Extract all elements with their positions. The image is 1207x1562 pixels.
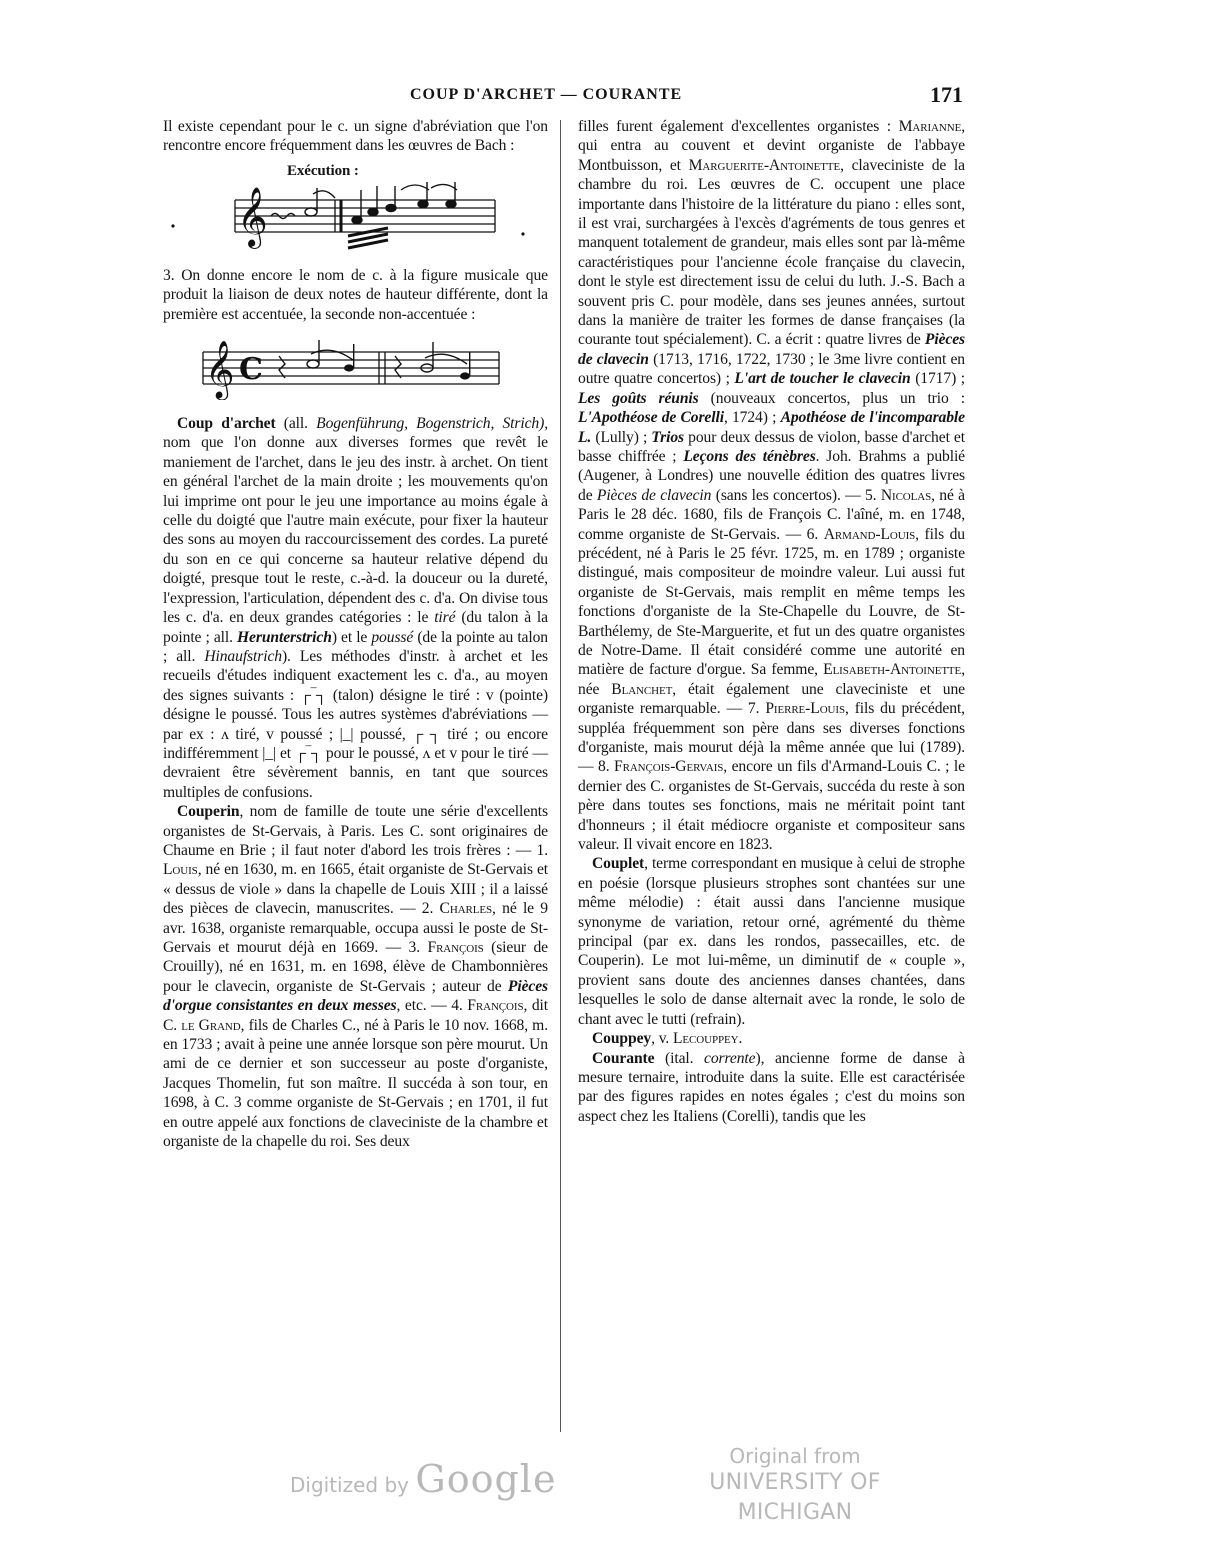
- entry-italic: Pièces de clavecin: [596, 486, 712, 504]
- figure-three-paragraph: 3. On donne encore le nom de c. à la figure musicale que produit la liaison de deux notes de hauteur différente, dont la première est accentuée, la seconde non-accentuée :: [163, 266, 548, 323]
- entry-italic: Herunterstrich: [237, 628, 332, 646]
- entry-italic: Pièces d'orgue consistantes en deux messes: [163, 977, 548, 1015]
- abbreviation-paragraph: Il existe cependant pour le c. un signe d'abréviation que l'on rencontre encore fréquemment dans les œuvres de Bach :: [163, 118, 548, 155]
- entry-text: (1717) ;: [910, 370, 965, 388]
- running-head: COUP D'ARCHET — COURANTE: [410, 86, 683, 103]
- entry-text: (1713, 1716, 1722, 1730 ; le 3me livre contient en outre quatre concertos) ;: [578, 350, 965, 388]
- entry-text: , encore un fils d'Armand-Louis C. ; le dernier des C. organistes de St-Gervais, succéda du reste à son père dans toutes ses fonctions, mais ne méritait point tant d'honneurs ; il était médiocre organiste et compositeur sans valeur. Il vivait encore en 1823.: [578, 758, 965, 854]
- entry-italic: L'art de toucher le clavecin: [734, 370, 911, 388]
- google-logo: Google: [415, 1457, 557, 1501]
- entry-smallcaps: Nicolas: [880, 486, 932, 504]
- entry-text: (de la pointe au talon ; all.: [163, 628, 548, 665]
- entry-text: (ital.: [654, 1049, 705, 1067]
- library-name: UNIVERSITY OF MICHIGAN: [709, 1470, 881, 1525]
- entry-text: , née: [578, 661, 965, 698]
- entry-text: , claveciniste de la chambre du roi. Les œuvres de C. occupent une place importante dans l'histoire de la littérature du piano : elles sont, il est vrai, surchargées à l'excès d'agréments de tous genres et manquent totalement de grandeur, mais elles sont par là-même caractéristiques pour l'ancienne école française du clavecin, dont le style est directement issu de celui du luth. J.-S. Bach a souvent pris C. pour modèle, dans ses jeunes années, surtout dans la manière de traiter les formes de danse françaises (la courante tout spécialement). C. a écrit : quatre livres de: [578, 156, 965, 349]
- google-watermark: [290, 1457, 556, 1501]
- entry-text: , fils du précédent, né à Paris le 25 févr. 1725, m. en 1789 ; organiste distingué, mais compositeur de moindre valeur. Lui aussi fut organiste de St-Gervais, mais remplit en même temps les fonctions d'organiste de la Ste-Chapelle du Louvre, de St-Barthélemy, de Ste-Marguerite, et fut un des quatre organistes de Notre-Dame. Il était considéré comme une autorité en matière de facture d'orgue. Sa femme,: [578, 525, 965, 679]
- entry-text: filles furent également d'excellentes organistes :: [578, 118, 899, 135]
- entry-text: , né en 1630, m. en 1665, était organiste de St-Gervais et « dessus de viole » dans la chapelle de Louis XIII ; il a laissé des pièces de clavecin, manuscrites. — 2.: [163, 861, 548, 918]
- entry-text: , terme correspondant en musique à celui de strophe en poésie (lorsque plusieurs strophes sont chantées sur une même mélodie) : était aussi dans l'ancienne musique synonyme de variation, retour orné, agrémenté du thème principal (par ex. dans les rondos, passecailles, etc. de Couperin). Le mot lui-même, un diminutif de « couple », provient sans doute des anciennes danses chantées, dans lesquelles le solo de danse alternait avec la ronde, le solo de chant avec le tutti (refrain).: [578, 855, 965, 1028]
- entry-text: , etc. — 4.: [396, 997, 468, 1015]
- entry-couplet: [578, 854, 965, 1029]
- entry-smallcaps: Marianne: [898, 118, 962, 135]
- figure-caption-execution: Exécution :: [287, 162, 359, 179]
- svg-text:C: C: [239, 352, 263, 388]
- entry-italic: poussé: [371, 628, 414, 646]
- entry-text: , dit C.: [163, 997, 549, 1034]
- entry-smallcaps: Pierre-Louis: [765, 700, 845, 718]
- entry-text: , fils de Charles C., né à Paris le 10 nov. 1668, m. en 1733 ; avait à peine une année lorsque son père mourut. Un ami de ce dernier et son successeur au poste d'organiste, Jacques Thomelin, fut son maître. Il succéda à son tour, en 1698, à C. 3 comme organiste de St-Gervais ; en 1701, il fut en outre appelé aux fonctions de claveciniste de la chambre et organiste de la chapelle du roi. Ses deux: [163, 1016, 548, 1151]
- entry-text: ). Les méthodes d'instr. à archet et les recueils d'études indiquent exactement les c. d'a., au moyen des signes suivants : ┌‾┐ (talon) désigne le tiré : v (pointe) désigne le poussé. Tous les autres systèmes d'abréviations — par ex : ʌ tiré, v poussé ; |_| poussé, ┌ ┐ tiré ; ou encore indifféremment |_| et ┌‾┐ pour le poussé, ʌ et v pour le tiré — devraient être sévèrement bannis, en tant que sources multiples de confusions.: [163, 647, 548, 801]
- headword-courante: Courante: [592, 1049, 655, 1067]
- original-from-label: Original from: [729, 1444, 861, 1468]
- svg-text:𝄞: 𝄞: [237, 186, 268, 247]
- entry-coup-darchet: [163, 414, 548, 802]
- entry-text: pour deux dessus de violon, basse d'archet et basse chiffrée ;: [578, 428, 965, 465]
- headword-couplet: Couplet: [592, 855, 645, 873]
- entry-smallcaps: Louis: [163, 861, 198, 879]
- entry-text: . Joh. Brahms a publié (Augener, à Londres) une nouvelle édition des quatres livres de: [578, 447, 965, 504]
- entry-text: , était également une claveciniste et une organiste remarquable. — 7.: [578, 680, 966, 718]
- entry-italic: Apothéose de l'incomparable L.: [578, 409, 965, 446]
- entry-italic: Les goûts réunis: [578, 389, 699, 407]
- svg-text:𝄞: 𝄞: [205, 340, 235, 399]
- source-library-watermark: [670, 1444, 920, 1528]
- entry-italic: Bogenführung, Bogenstrich, Strich): [316, 415, 545, 433]
- entry-smallcaps: Elisabeth-Antoinette: [823, 661, 962, 679]
- entry-text: , né à Paris le 28 déc. 1680, fils de François C. l'aîné, m. en 1748, comme organiste de St-Gervais. — 6.: [578, 486, 965, 543]
- headword-coup-darchet: Coup d'archet: [177, 415, 276, 433]
- page-header: [160, 82, 965, 112]
- column-rule: [560, 120, 561, 1432]
- entry-text: , v.: [651, 1030, 673, 1048]
- entry-text: ), ancienne forme de danse à mesure ternaire, introduite dans la suite. Elle est caractérisée par des figures rapides en notes égales ; c'est du moins son aspect chez les Italiens (Corelli), tandis que les: [578, 1049, 965, 1125]
- headword-couperin: Couperin: [177, 803, 240, 821]
- entry-italic: Pièces de clavecin: [578, 331, 965, 368]
- entry-text: (Lully) ;: [591, 428, 652, 446]
- entry-smallcaps: François: [467, 997, 524, 1015]
- entry-smallcaps: Armand-Louis: [823, 525, 916, 543]
- digitized-by-label: Digitized by: [290, 1473, 409, 1497]
- entry-courante: [578, 1049, 965, 1127]
- entry-text: ) et le: [331, 628, 372, 646]
- entry-smallcaps: Marguerite-Antoinette: [688, 156, 841, 174]
- page-number: 171: [930, 82, 963, 107]
- entry-couperin-continued: [578, 117, 965, 854]
- entry-text: (all.: [275, 415, 317, 433]
- music-example-slur: [163, 334, 548, 400]
- entry-smallcaps: Lecouppey: [673, 1030, 739, 1048]
- entry-smallcaps: le Grand: [181, 1016, 241, 1034]
- entry-italic: Trios: [651, 428, 685, 446]
- staff-notation-2: [163, 334, 548, 400]
- entry-text: .: [738, 1030, 743, 1048]
- entry-smallcaps: François-Gervais: [614, 758, 724, 776]
- entry-text: , nom de famille de toute une série d'excellents organistes de St-Gervais, à Paris. Les C. sont originaires de Chaume en Brie ; il faut noter d'abord les trois frères : — 1.: [163, 803, 548, 859]
- entry-italic: Leçons des ténèbres: [683, 447, 816, 465]
- music-example-abbreviation: [163, 162, 548, 252]
- left-column: [163, 117, 548, 1151]
- entry-italic: tiré: [434, 609, 456, 627]
- entry-italic: corrente: [704, 1049, 756, 1067]
- entry-italic: L'Apothéose de Corelli: [578, 409, 724, 427]
- entry-smallcaps: Charles: [439, 900, 493, 918]
- digitization-footer: [0, 1440, 1207, 1525]
- entry-text: , né le 9 avr. 1638, organiste remarquable, occupa aussi le poste de St-Gervais et mourut déjà en 1669. — 3.: [163, 900, 548, 956]
- headword-couppey: Couppey: [592, 1030, 652, 1048]
- staff-notation-1: [163, 180, 548, 252]
- entry-smallcaps: Blanchet: [611, 680, 673, 698]
- entry-text: (nouveaux concertos, plus un trio :: [698, 389, 965, 407]
- entry-text: , qui entra au couvent et devint organiste de l'abbaye Montbuisson, et: [578, 118, 965, 174]
- entry-smallcaps: François: [427, 939, 484, 956]
- entry-italic: Hinaufstrich: [204, 647, 282, 665]
- entry-text: , nom que l'on donne aux diverses formes que revêt le maniement de l'archet, dans le jeu des instr. à archet. On tient en général l'archet de la main droite ; les mouvements qu'on lui imprime ont pour le jeu une importance au moins égale à celle du doigté que l'autre main exécute, pour fixer la hauteur des sons au moyen du raccourcissement des cordes. La pureté du son en ce qui concerne sa hauteur relative dépend du doigté, presque tout le reste, c.-à-d. la douceur ou la dureté, l'expression, l'articulation, dépendent des c. d'a. On divise tous les c. d'a. en deux grandes catégories : le: [163, 415, 548, 627]
- entry-text: , 1724) ;: [723, 409, 781, 427]
- entry-text: (sieur de Crouilly), né en 1631, m. en 1698, élève de Chambonnières pour le clavecin, organiste de St-Gervais ; auteur de: [163, 939, 548, 995]
- entry-text: (sans les concertos). — 5.: [711, 486, 881, 504]
- entry-couppey: [578, 1029, 965, 1048]
- entry-couperin: [163, 802, 548, 1151]
- entry-text: (du talon à la pointe ; all.: [163, 609, 548, 646]
- entry-text: , fils du précédent, suppléa fréquemment son père dans ses diverses fonctions d'organiste, mais mourut déjà la même année que lui (1789). — 8.: [578, 700, 965, 776]
- right-column: [578, 117, 965, 1126]
